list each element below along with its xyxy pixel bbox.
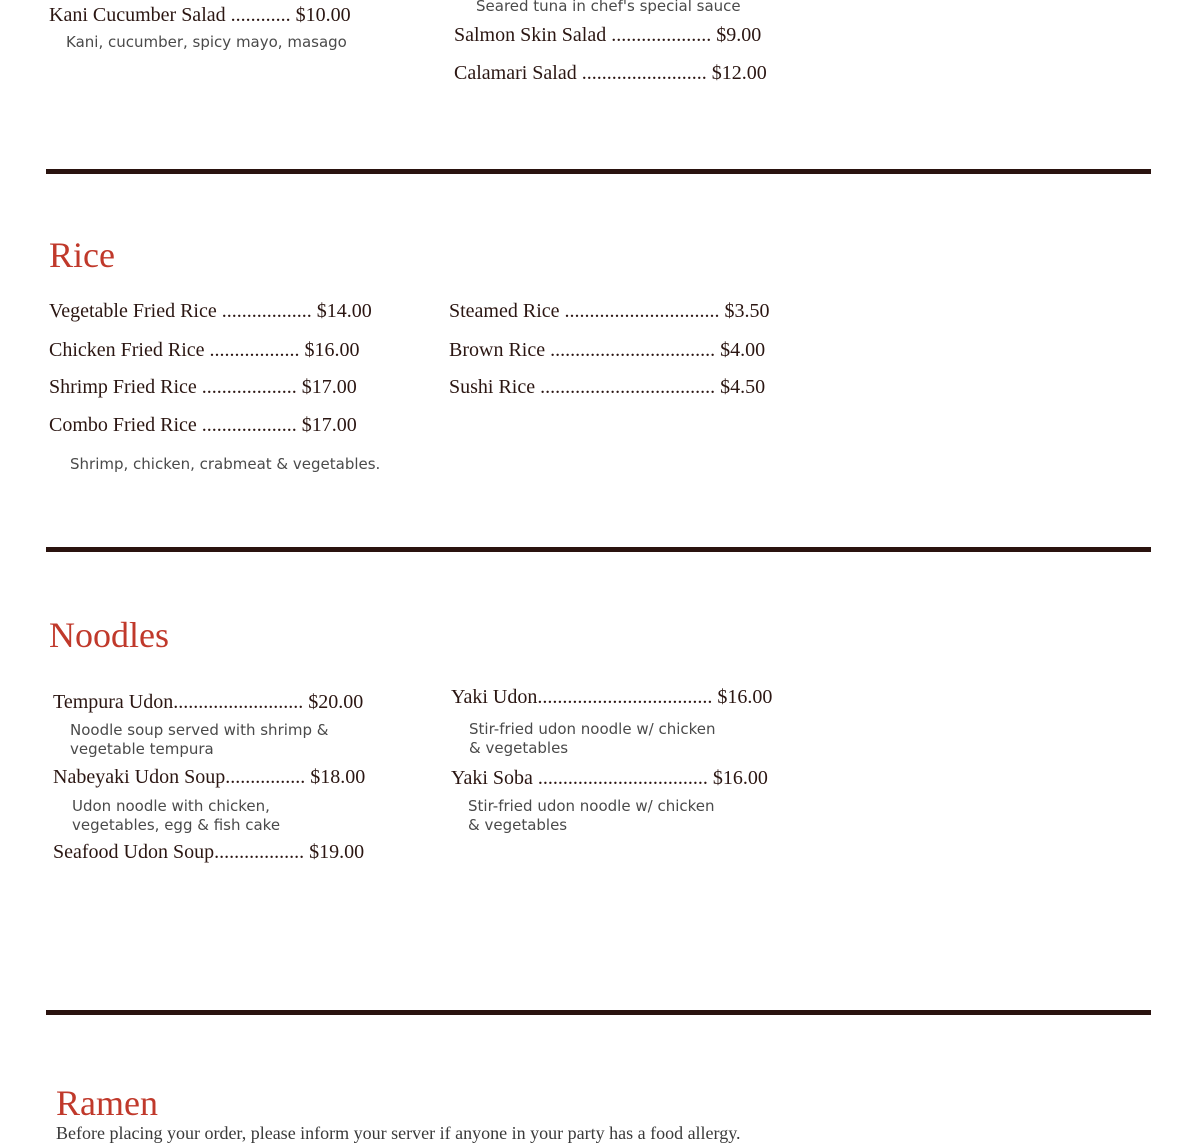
menu-item-calamari-salad: [454, 63, 767, 83]
section-title-noodles: Noodles: [49, 615, 169, 655]
item-price: $14.00: [316, 300, 372, 322]
item-dots: ..................................: [537, 767, 708, 789]
section-divider: [46, 169, 1151, 174]
item-dots: ...................................: [540, 376, 716, 398]
menu-item-brown-rice: [449, 340, 765, 360]
item-description: Stir-fried udon noodle w/ chicken & vegetables: [468, 797, 715, 834]
item-price: $16.00: [304, 339, 360, 361]
menu-item-yaki-soba: [451, 768, 768, 788]
item-price: $3.50: [724, 300, 770, 322]
item-price: $18.00: [310, 766, 366, 788]
menu-item-yaki-udon: [451, 687, 772, 707]
menu-item-combo-fried-rice: [49, 415, 357, 435]
item-description: Stir-fried udon noodle w/ chicken & vegetables: [469, 720, 716, 757]
menu-item-vegetable-fried-rice: [49, 301, 372, 321]
item-dots: ..........................: [173, 691, 304, 713]
item-price: $17.00: [301, 414, 357, 436]
item-name: Calamari Salad: [454, 62, 577, 84]
section-divider: [46, 547, 1151, 552]
item-name: Combo Fried Rice: [49, 414, 197, 436]
item-price: $4.50: [720, 376, 766, 398]
item-dots: ..................: [221, 300, 312, 322]
section-title-rice: Rice: [49, 235, 115, 275]
menu-item-kani-cucumber-salad: [49, 5, 351, 25]
item-dots: ...................................: [537, 686, 713, 708]
item-price: $16.00: [717, 686, 773, 708]
menu-item-nabeyaki-udon-soup: [53, 767, 365, 787]
ramen-intro-text: Before placing your order, please inform your server if anyone in your party has a food allergy.: [56, 1123, 741, 1143]
item-price: $20.00: [308, 691, 364, 713]
menu-item-steamed-rice: [449, 301, 770, 321]
item-name: Steamed Rice: [449, 300, 560, 322]
menu-item-sushi-rice: [449, 377, 765, 397]
item-name: Seafood Udon Soup: [53, 841, 215, 863]
item-price: $10.00: [295, 4, 351, 26]
item-name: Yaki Soba: [451, 767, 533, 789]
item-dots: ............: [230, 4, 291, 26]
item-price: $12.00: [711, 62, 767, 84]
item-description: Shrimp, chicken, crabmeat & vegetables.: [70, 455, 381, 473]
item-description: Noodle soup served with shrimp & vegetable tempura: [70, 721, 329, 758]
item-name: Nabeyaki Udon Soup: [53, 766, 226, 788]
item-dots: .........................: [581, 62, 707, 84]
item-price: $17.00: [301, 376, 357, 398]
item-price: $9.00: [716, 24, 762, 46]
item-dots: ...................: [201, 376, 297, 398]
item-dots: ..................: [214, 841, 305, 863]
item-name: Yaki Udon: [451, 686, 538, 708]
item-name: Shrimp Fried Rice: [49, 376, 197, 398]
menu-item-salmon-skin-salad: [454, 25, 761, 45]
item-name: Salmon Skin Salad: [454, 24, 607, 46]
section-title-ramen: Ramen: [56, 1083, 158, 1123]
item-price: $4.00: [720, 339, 766, 361]
item-dots: ...................: [201, 414, 297, 436]
item-price: $19.00: [309, 841, 365, 863]
item-dots: ...............................: [564, 300, 720, 322]
item-name: Vegetable Fried Rice: [49, 300, 217, 322]
item-description: Seared tuna in chef's special sauce: [476, 0, 741, 15]
item-description: Udon noodle with chicken, vegetables, egg & fish cake: [72, 797, 281, 834]
menu-item-seafood-udon-soup: [53, 842, 364, 862]
item-price: $16.00: [712, 767, 768, 789]
item-name: Sushi Rice: [449, 376, 536, 398]
section-divider: [46, 1010, 1151, 1015]
menu-item-shrimp-fried-rice: [49, 377, 357, 397]
item-name: Brown Rice: [449, 339, 546, 361]
item-name: Chicken Fried Rice: [49, 339, 205, 361]
menu-item-chicken-fried-rice: [49, 340, 360, 360]
item-name: Tempura Udon: [53, 691, 174, 713]
item-name: Kani Cucumber Salad: [49, 4, 226, 26]
item-dots: .................................: [550, 339, 716, 361]
menu-item-tempura-udon: [53, 692, 363, 712]
item-dots: ..................: [209, 339, 300, 361]
item-description: Kani, cucumber, spicy mayo, masago: [66, 33, 347, 51]
item-dots: ................: [225, 766, 306, 788]
item-dots: ....................: [611, 24, 712, 46]
